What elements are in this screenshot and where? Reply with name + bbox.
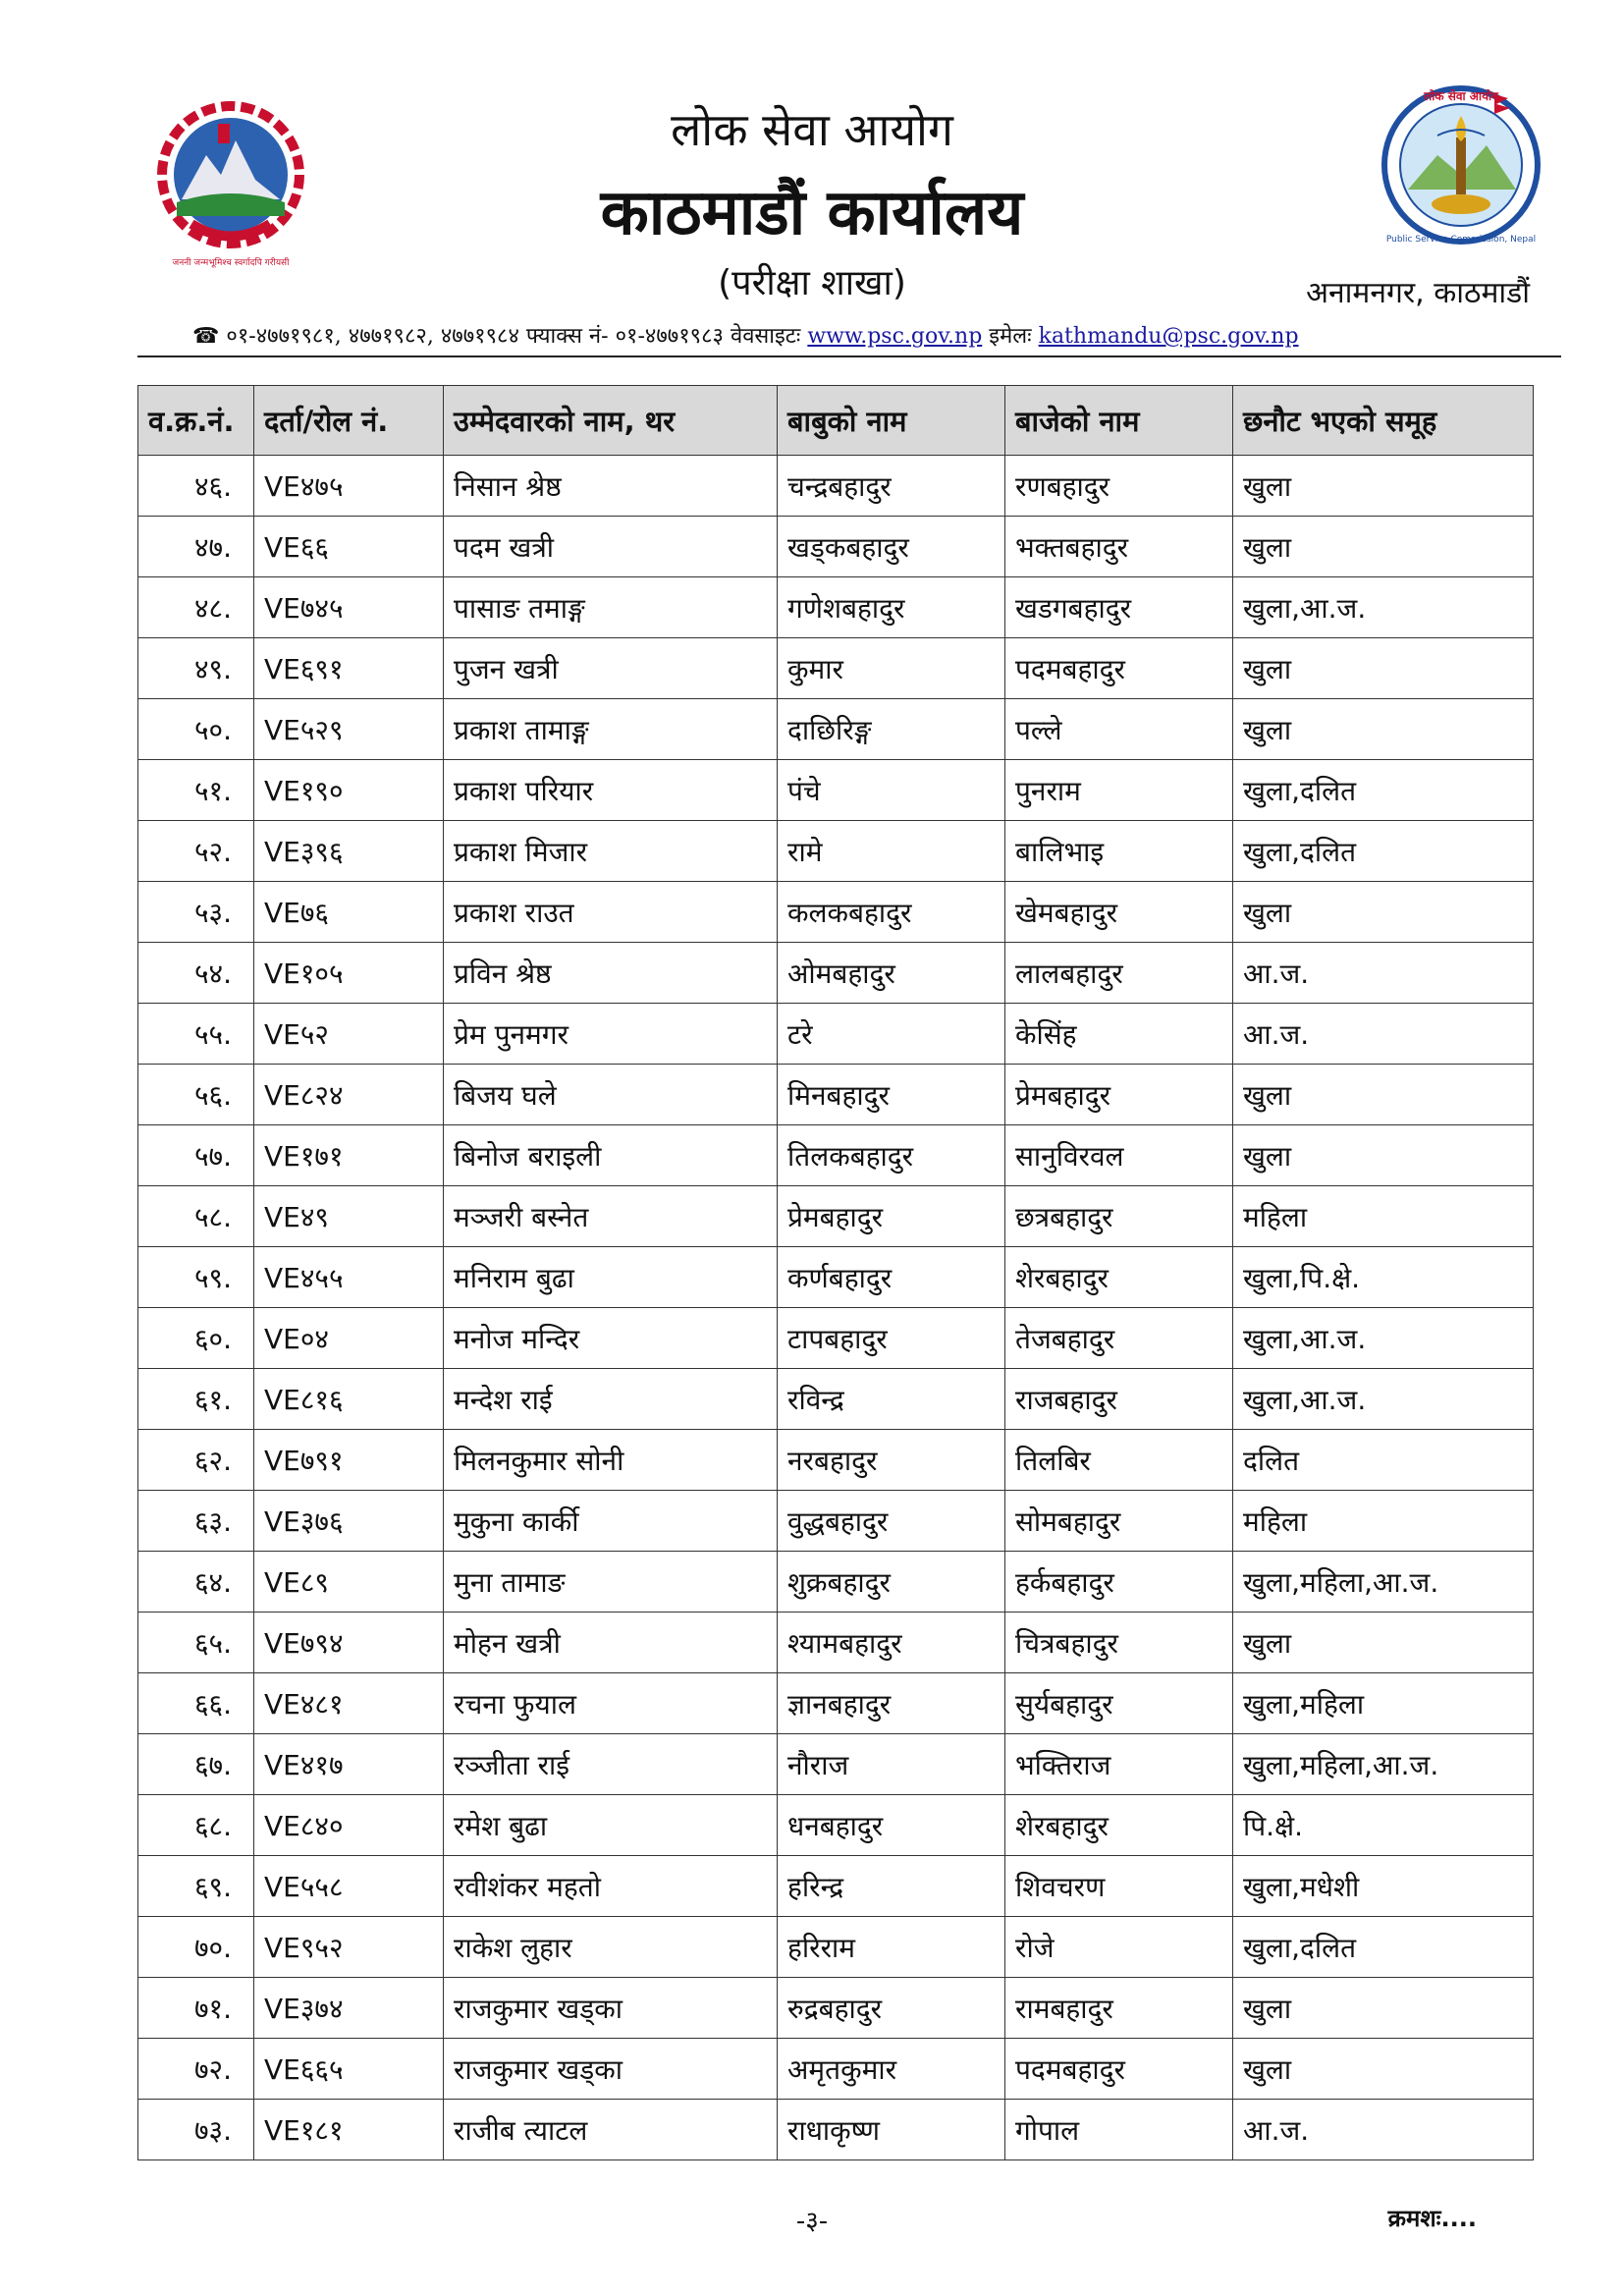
cell-serial: ६०.: [138, 1308, 254, 1369]
cell-grandfather-name: सुर्यबहादुर: [1005, 1673, 1233, 1734]
col-grandfather-header: बाजेको नाम: [1005, 386, 1233, 456]
cell-roll: VE०४: [254, 1308, 444, 1369]
cell-father-name: मिनबहादुर: [778, 1065, 1005, 1125]
table-row: [138, 2039, 1534, 2100]
col-serial-header: व.क्र.नं.: [138, 386, 254, 456]
page-number: -३-: [795, 2207, 829, 2236]
cell-group: खुला,महिला: [1233, 1673, 1534, 1734]
cell-grandfather-name: हर्कबहादुर: [1005, 1552, 1233, 1613]
cell-grandfather-name: शेरबहादुर: [1005, 1795, 1233, 1856]
table-row: [138, 1004, 1534, 1065]
cell-candidate-name: मोहन खत्री: [444, 1613, 778, 1673]
email-link[interactable]: kathmandu@psc.gov.np: [1038, 324, 1299, 349]
cell-serial: ६४.: [138, 1552, 254, 1613]
cell-candidate-name: प्रेम पुनमगर: [444, 1004, 778, 1065]
contact-line: [192, 320, 1299, 350]
cell-father-name: नौराज: [778, 1734, 1005, 1795]
col-father-header: बाबुको नाम: [778, 386, 1005, 456]
office-address: अनामनगर, काठमाडौं: [1306, 276, 1530, 310]
cell-father-name: वुद्धबहादुर: [778, 1491, 1005, 1552]
cell-roll: VE५२: [254, 1004, 444, 1065]
cell-grandfather-name: प्रेमबहादुर: [1005, 1065, 1233, 1125]
cell-group: खुला,पि.क्षे.: [1233, 1247, 1534, 1308]
cell-roll: VE८९: [254, 1552, 444, 1613]
cell-group: खुला: [1233, 1978, 1534, 2039]
cell-father-name: हरिराम: [778, 1917, 1005, 1978]
cell-serial: ७१.: [138, 1978, 254, 2039]
cell-candidate-name: मनोज मन्दिर: [444, 1308, 778, 1369]
cell-candidate-name: निसान श्रेष्ठ: [444, 456, 778, 517]
cell-group: पि.क्षे.: [1233, 1795, 1534, 1856]
cell-candidate-name: बिजय घले: [444, 1065, 778, 1125]
cell-candidate-name: राजकुमार खड्का: [444, 2039, 778, 2100]
table-row: [138, 1552, 1534, 1613]
cell-father-name: धनबहादुर: [778, 1795, 1005, 1856]
cell-father-name: रुद्रबहादुर: [778, 1978, 1005, 2039]
cell-serial: ४८.: [138, 577, 254, 638]
cell-group: आ.ज.: [1233, 943, 1534, 1004]
cell-group: खुला,महिला,आ.ज.: [1233, 1734, 1534, 1795]
cell-roll: VE५५८: [254, 1856, 444, 1917]
cell-grandfather-name: पदमबहादुर: [1005, 638, 1233, 699]
cell-grandfather-name: तिलबिर: [1005, 1430, 1233, 1491]
cell-roll: VE९५२: [254, 1917, 444, 1978]
table-row: [138, 1795, 1534, 1856]
table-row: [138, 699, 1534, 760]
cell-candidate-name: रञ्जीता राई: [444, 1734, 778, 1795]
cell-candidate-name: मञ्जरी बस्नेत: [444, 1186, 778, 1247]
cell-candidate-name: प्रकाश मिजार: [444, 821, 778, 882]
cell-father-name: प्रेमबहादुर: [778, 1186, 1005, 1247]
cell-serial: ५९.: [138, 1247, 254, 1308]
cell-group: आ.ज.: [1233, 1004, 1534, 1065]
section-name: (परीक्षा शाखा): [718, 263, 906, 303]
cell-serial: ५२.: [138, 821, 254, 882]
cell-grandfather-name: पुनराम: [1005, 760, 1233, 821]
table-row: [138, 1613, 1534, 1673]
cell-serial: ४६.: [138, 456, 254, 517]
cell-roll: VE३९६: [254, 821, 444, 882]
cell-candidate-name: मन्देश राई: [444, 1369, 778, 1430]
cell-grandfather-name: रोजे: [1005, 1917, 1233, 1978]
table-row: [138, 943, 1534, 1004]
col-group-header: छनौट भएको समूह: [1233, 386, 1534, 456]
cell-group: खुला,दलित: [1233, 1917, 1534, 1978]
table-row: [138, 1491, 1534, 1552]
cell-serial: ५१.: [138, 760, 254, 821]
cell-grandfather-name: खडगबहादुर: [1005, 577, 1233, 638]
header-divider: [137, 355, 1561, 357]
cell-candidate-name: राजकुमार खड्का: [444, 1978, 778, 2039]
cell-father-name: नरबहादुर: [778, 1430, 1005, 1491]
cell-candidate-name: प्रकाश परियार: [444, 760, 778, 821]
cell-serial: ५०.: [138, 699, 254, 760]
cell-grandfather-name: केसिंह: [1005, 1004, 1233, 1065]
cell-grandfather-name: भक्तिराज: [1005, 1734, 1233, 1795]
cell-father-name: चन्द्रबहादुर: [778, 456, 1005, 517]
cell-father-name: रविन्द्र: [778, 1369, 1005, 1430]
cell-serial: ५६.: [138, 1065, 254, 1125]
cell-group: खुला,दलित: [1233, 821, 1534, 882]
cell-roll: VE१७१: [254, 1125, 444, 1186]
cell-roll: VE६६: [254, 517, 444, 577]
cell-father-name: पंचे: [778, 760, 1005, 821]
cell-father-name: गणेशबहादुर: [778, 577, 1005, 638]
cell-father-name: खड्कबहादुर: [778, 517, 1005, 577]
cell-father-name: रामे: [778, 821, 1005, 882]
table-body: [138, 456, 1534, 2160]
cell-serial: ४७.: [138, 517, 254, 577]
table-header-row: [138, 386, 1534, 456]
cell-group: खुला: [1233, 699, 1534, 760]
cell-grandfather-name: लालबहादुर: [1005, 943, 1233, 1004]
cell-group: महिला: [1233, 1491, 1534, 1552]
cell-group: खुला: [1233, 1613, 1534, 1673]
cell-grandfather-name: चित्रबहादुर: [1005, 1613, 1233, 1673]
cell-group: खुला: [1233, 882, 1534, 943]
cell-father-name: हरिन्द्र: [778, 1856, 1005, 1917]
table-row: [138, 577, 1534, 638]
cell-group: आ.ज.: [1233, 2100, 1534, 2160]
table-row: [138, 1186, 1534, 1247]
cell-roll: VE८१६: [254, 1369, 444, 1430]
cell-serial: ६३.: [138, 1491, 254, 1552]
cell-candidate-name: मिलनकुमार सोनी: [444, 1430, 778, 1491]
office-name: काठमाडौं कार्यालय: [600, 177, 1024, 249]
cell-group: खुला: [1233, 2039, 1534, 2100]
table-row: [138, 1734, 1534, 1795]
cell-roll: VE४९: [254, 1186, 444, 1247]
cell-group: खुला,आ.ज.: [1233, 1308, 1534, 1369]
table-row: [138, 1673, 1534, 1734]
cell-serial: ७३.: [138, 2100, 254, 2160]
cell-roll: VE८४०: [254, 1795, 444, 1856]
table-row: [138, 517, 1534, 577]
table-row: [138, 1856, 1534, 1917]
cell-serial: ६६.: [138, 1673, 254, 1734]
org-name: लोक सेवा आयोग: [671, 103, 953, 156]
cell-serial: ७०.: [138, 1917, 254, 1978]
cell-father-name: टरे: [778, 1004, 1005, 1065]
cell-candidate-name: राकेश लुहार: [444, 1917, 778, 1978]
cell-roll: VE४५५: [254, 1247, 444, 1308]
col-name-header: उम्मेदवारको नाम, थर: [444, 386, 778, 456]
cell-roll: VE४८१: [254, 1673, 444, 1734]
table-row: [138, 1917, 1534, 1978]
cell-grandfather-name: पल्ले: [1005, 699, 1233, 760]
cell-group: खुला,मधेशी: [1233, 1856, 1534, 1917]
cell-father-name: ज्ञानबहादुर: [778, 1673, 1005, 1734]
cell-serial: ६१.: [138, 1369, 254, 1430]
cell-grandfather-name: खेमबहादुर: [1005, 882, 1233, 943]
table-row: [138, 1308, 1534, 1369]
cell-serial: ६९.: [138, 1856, 254, 1917]
psc-logo-subtitle: Public Service Commission, Nepal: [1385, 235, 1537, 245]
cell-candidate-name: बिनोज बराइली: [444, 1125, 778, 1186]
cell-father-name: कलकबहादुर: [778, 882, 1005, 943]
cell-candidate-name: राजीब त्याटल: [444, 2100, 778, 2160]
cell-candidate-name: मुकुना कार्की: [444, 1491, 778, 1552]
cell-candidate-name: रवीशंकर महतो: [444, 1856, 778, 1917]
cell-candidate-name: मुना तामाङ: [444, 1552, 778, 1613]
cell-grandfather-name: भक्तबहादुर: [1005, 517, 1233, 577]
table-row: [138, 882, 1534, 943]
results-table: [137, 385, 1534, 2160]
cell-serial: ६२.: [138, 1430, 254, 1491]
cell-group: खुला,दलित: [1233, 760, 1534, 821]
cell-grandfather-name: छत्रबहादुर: [1005, 1186, 1233, 1247]
table-row: [138, 760, 1534, 821]
cell-father-name: दाछिरिङ्ग: [778, 699, 1005, 760]
cell-grandfather-name: सोमबहादुर: [1005, 1491, 1233, 1552]
cell-roll: VE७६: [254, 882, 444, 943]
email-label: इमेलः: [982, 324, 1039, 349]
cell-roll: VE५२९: [254, 699, 444, 760]
cell-candidate-name: पदम खत्री: [444, 517, 778, 577]
cell-group: खुला: [1233, 638, 1534, 699]
table-row: [138, 1978, 1534, 2039]
cell-grandfather-name: बालिभाइ: [1005, 821, 1233, 882]
cell-grandfather-name: रामबहादुर: [1005, 1978, 1233, 2039]
cell-candidate-name: रमेश बुढा: [444, 1795, 778, 1856]
cell-grandfather-name: पदमबहादुर: [1005, 2039, 1233, 2100]
col-roll-header: दर्ता/रोल नं.: [254, 386, 444, 456]
cell-serial: ६५.: [138, 1613, 254, 1673]
cell-serial: ६८.: [138, 1795, 254, 1856]
cell-roll: VE८२४: [254, 1065, 444, 1125]
table-row: [138, 638, 1534, 699]
cell-group: दलित: [1233, 1430, 1534, 1491]
cell-roll: VE३७४: [254, 1978, 444, 2039]
cell-roll: VE७४५: [254, 577, 444, 638]
cell-father-name: शुक्रबहादुर: [778, 1552, 1005, 1613]
cell-candidate-name: प्रकाश राउत: [444, 882, 778, 943]
cell-father-name: तिलकबहादुर: [778, 1125, 1005, 1186]
continued-note: क्रमशः....: [1387, 2205, 1477, 2232]
cell-roll: VE७९१: [254, 1430, 444, 1491]
psc-logo-title: लोक सेवा आयोग: [1424, 89, 1498, 103]
cell-grandfather-name: गोपाल: [1005, 2100, 1233, 2160]
cell-grandfather-name: शिवचरण: [1005, 1856, 1233, 1917]
cell-roll: VE६९१: [254, 638, 444, 699]
cell-grandfather-name: तेजबहादुर: [1005, 1308, 1233, 1369]
cell-roll: VE४१७: [254, 1734, 444, 1795]
cell-serial: ५३.: [138, 882, 254, 943]
cell-serial: ५७.: [138, 1125, 254, 1186]
cell-father-name: कर्णबहादुर: [778, 1247, 1005, 1308]
cell-roll: VE१९०: [254, 760, 444, 821]
cell-grandfather-name: शेरबहादुर: [1005, 1247, 1233, 1308]
cell-roll: VE७९४: [254, 1613, 444, 1673]
cell-father-name: श्यामबहादुर: [778, 1613, 1005, 1673]
cell-father-name: राधाकृष्ण: [778, 2100, 1005, 2160]
cell-roll: VE१०५: [254, 943, 444, 1004]
cell-roll: VE४७५: [254, 456, 444, 517]
contact-phone-fax: ☎ ०१-४७७१९८१, ४७७१९८२, ४७७१९८४ फ्याक्स नं- ०१-४७७१९८३ वेवसाइटः: [192, 324, 808, 349]
cell-father-name: ओमबहादुर: [778, 943, 1005, 1004]
cell-candidate-name: प्रकाश तामाङ्ग: [444, 699, 778, 760]
cell-serial: ५५.: [138, 1004, 254, 1065]
table-row: [138, 1065, 1534, 1125]
cell-father-name: कुमार: [778, 638, 1005, 699]
cell-group: खुला: [1233, 1065, 1534, 1125]
cell-group: खुला,आ.ज.: [1233, 577, 1534, 638]
cell-group: खुला,आ.ज.: [1233, 1369, 1534, 1430]
cell-candidate-name: मनिराम बुढा: [444, 1247, 778, 1308]
cell-group: खुला: [1233, 1125, 1534, 1186]
cell-group: महिला: [1233, 1186, 1534, 1247]
table-row: [138, 821, 1534, 882]
cell-roll: VE३७६: [254, 1491, 444, 1552]
cell-roll: VE१८१: [254, 2100, 444, 2160]
cell-group: खुला: [1233, 456, 1534, 517]
table-row: [138, 2100, 1534, 2160]
cell-group: खुला,महिला,आ.ज.: [1233, 1552, 1534, 1613]
cell-grandfather-name: सानुविरवल: [1005, 1125, 1233, 1186]
cell-grandfather-name: रणबहादुर: [1005, 456, 1233, 517]
cell-grandfather-name: राजबहादुर: [1005, 1369, 1233, 1430]
cell-father-name: अमृतकुमार: [778, 2039, 1005, 2100]
cell-group: खुला: [1233, 517, 1534, 577]
cell-serial: ६७.: [138, 1734, 254, 1795]
cell-serial: ५८.: [138, 1186, 254, 1247]
table-row: [138, 1369, 1534, 1430]
cell-serial: ४९.: [138, 638, 254, 699]
website-link[interactable]: www.psc.gov.np: [807, 324, 983, 349]
cell-candidate-name: पासाङ तमाङ्ग: [444, 577, 778, 638]
cell-candidate-name: प्रविन श्रेष्ठ: [444, 943, 778, 1004]
cell-serial: ७२.: [138, 2039, 254, 2100]
cell-candidate-name: रचना फुयाल: [444, 1673, 778, 1734]
cell-candidate-name: पुजन खत्री: [444, 638, 778, 699]
table-row: [138, 456, 1534, 517]
cell-father-name: टापबहादुर: [778, 1308, 1005, 1369]
table-row: [138, 1430, 1534, 1491]
table-row: [138, 1125, 1534, 1186]
emblem-motto: जननी जन्मभूमिश्च स्वर्गादपि गरीयसी: [172, 258, 290, 268]
cell-roll: VE६६५: [254, 2039, 444, 2100]
table-row: [138, 1247, 1534, 1308]
cell-serial: ५४.: [138, 943, 254, 1004]
